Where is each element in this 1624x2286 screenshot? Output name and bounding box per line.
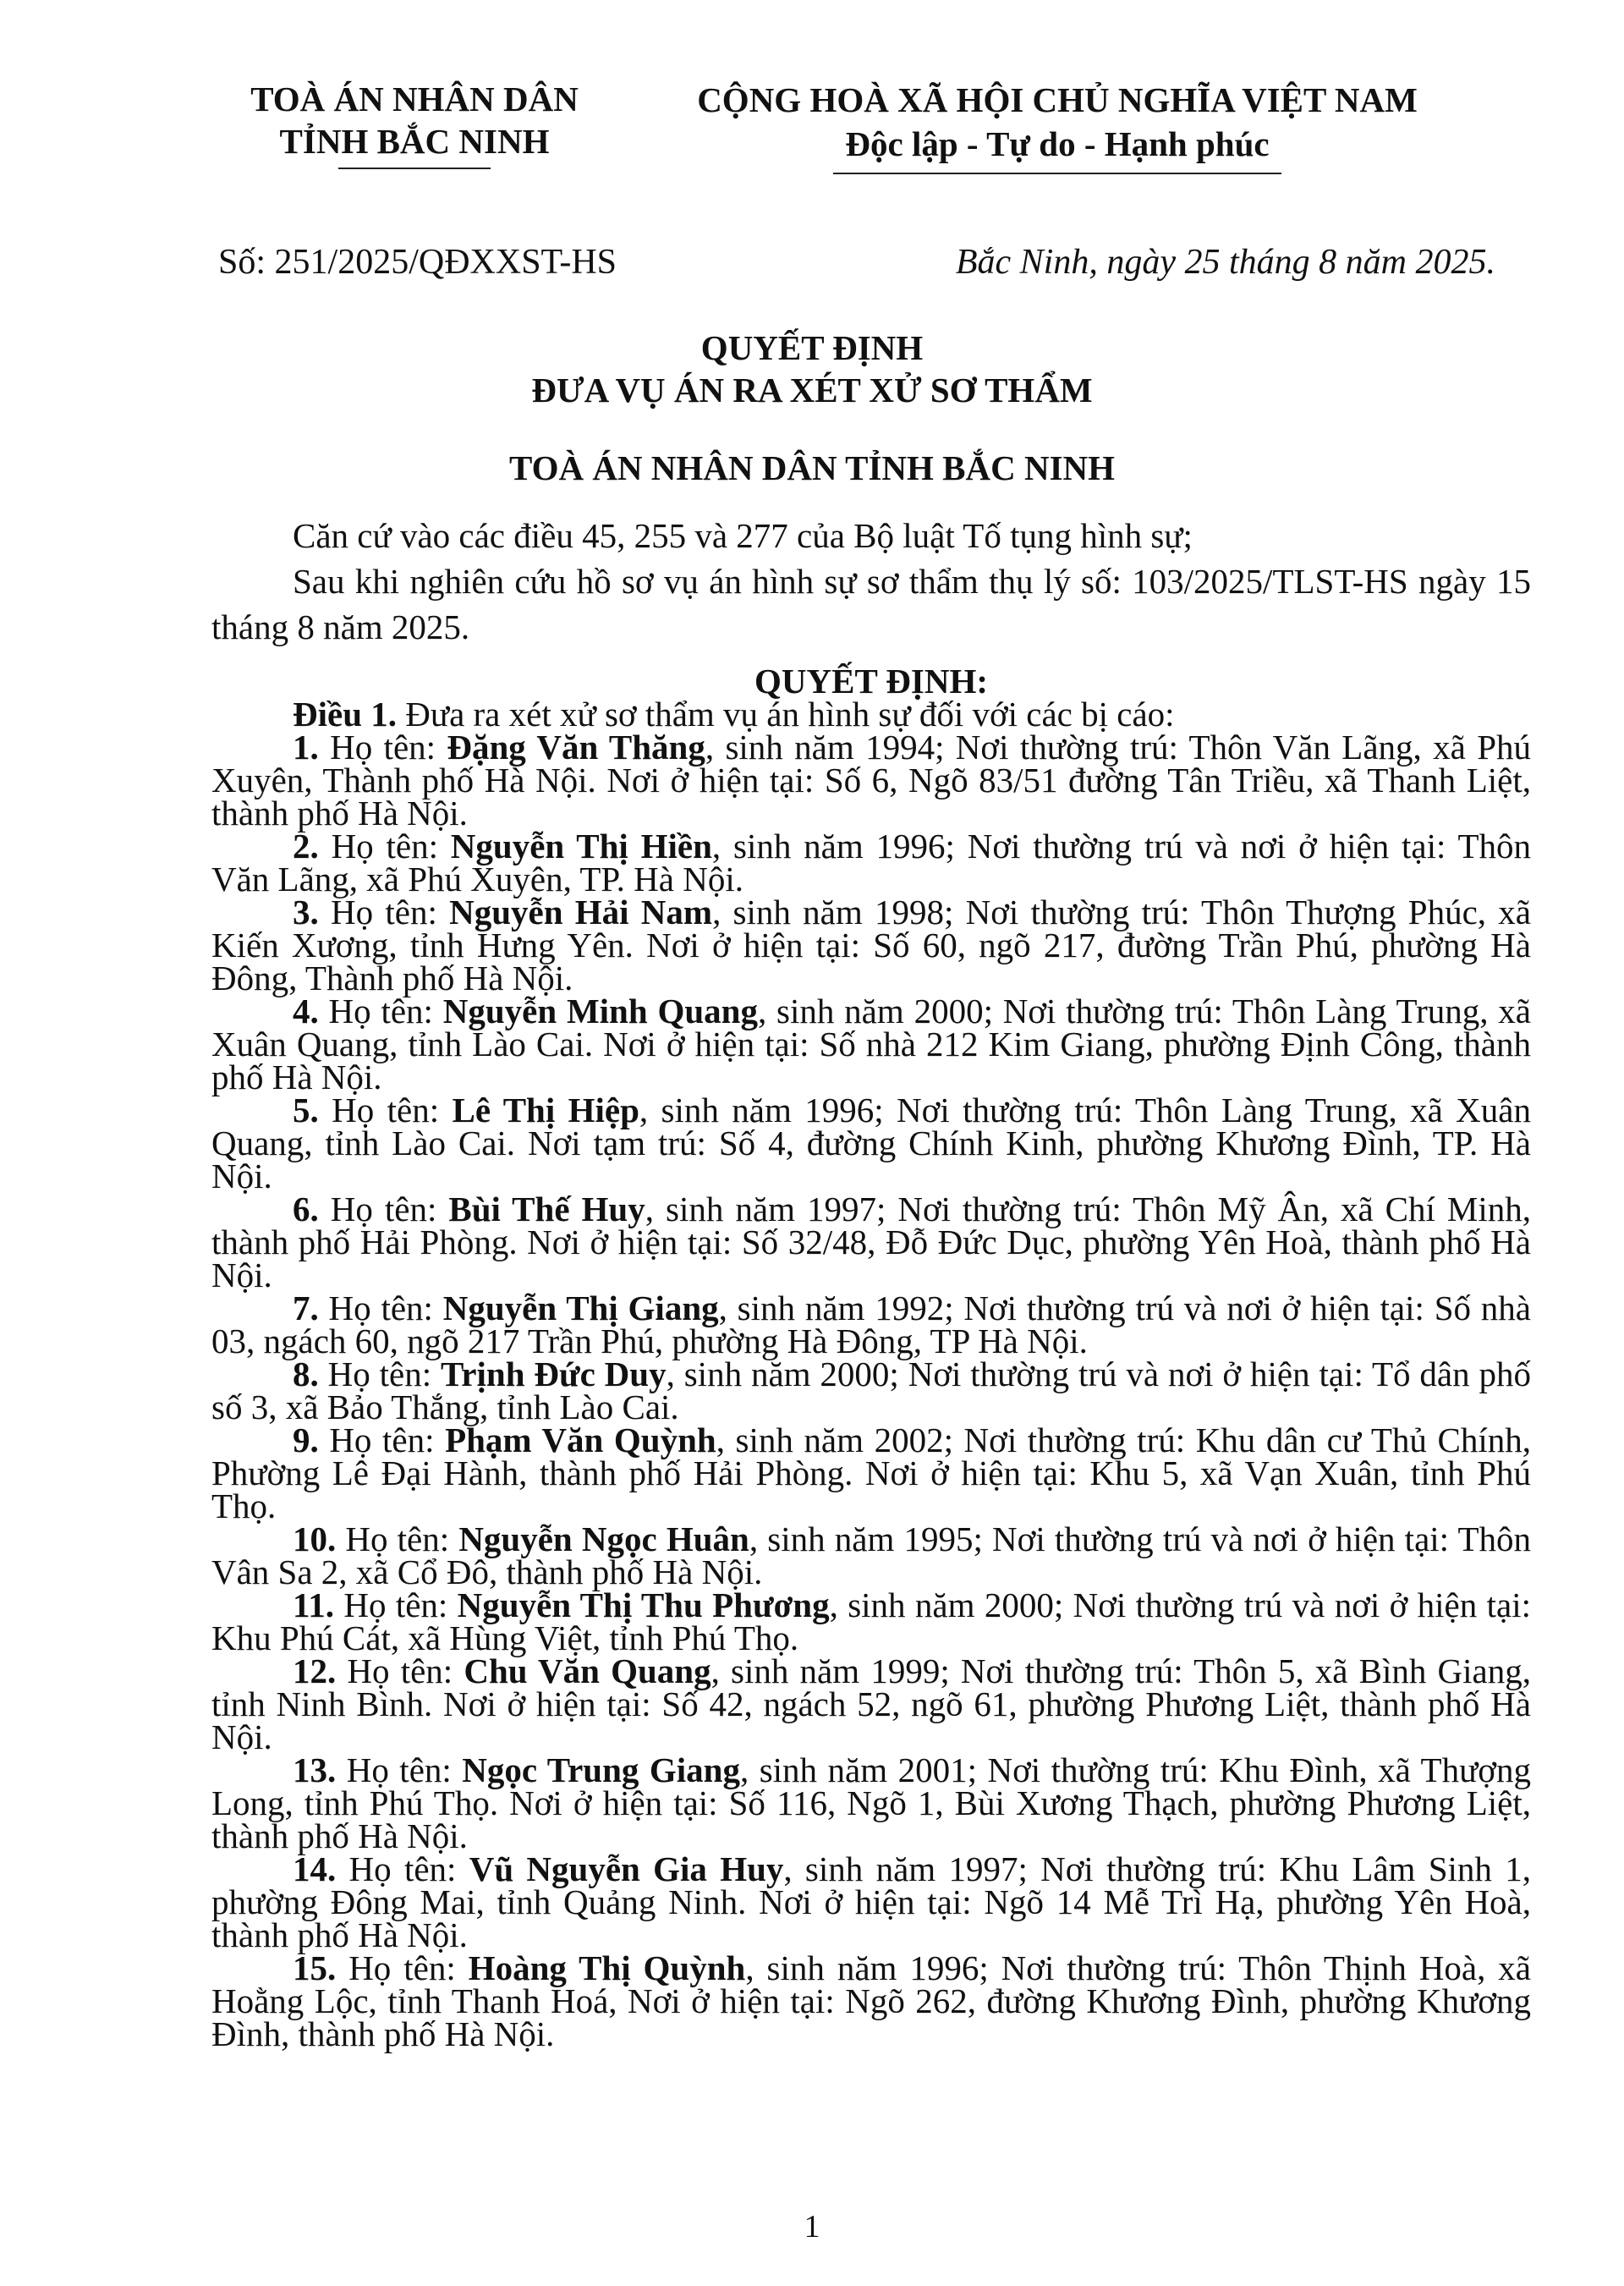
defendant-name: Đặng Văn Thăng [447,728,705,767]
defendant-entry [211,992,1531,1096]
defendant-number: 10. [293,1519,337,1558]
defendant-label: Họ tên: [334,1585,458,1624]
defendant-entry [211,1421,1531,1525]
defendant-name: Lê Thị Hiệp [452,1091,639,1129]
defendant-list [211,728,1532,2053]
article-1-text: Đưa ra xét xử sơ thẩm vụ án hình sự đối với các bị cáo: [397,695,1175,734]
defendant-entry [211,1519,1532,1591]
court-name-line2: TỈNH BẮC NINH [279,122,550,161]
defendant-details: , sinh năm 1996; Nơi thường trú: Thôn Làng Trung, xã Xuân Quang, tỉnh Lào Cai. Nơi tạm trú: Số 4, đường Chính Kinh, phường Khương Đình, TP. Hà Nội. [211,1091,1531,1195]
defendant-number: 12. [293,1651,337,1690]
defendant-entry [211,1948,1531,2053]
court-name-line1: TOÀ ÁN NHÂN DÂN [250,80,579,118]
defendant-details: , sinh năm 1992; Nơi thường trú và nơi ở hiện tại: Số nhà 03, ngách 60, ngõ 217 Trần Phú, phường Hà Đông, TP Hà Nội. [211,1289,1531,1360]
defendant-label: Họ tên: [318,827,451,865]
defendant-number: 8. [293,1355,319,1393]
defendant-details: , sinh năm 1995; Nơi thường trú và nơi ở hiện tại: Thôn Vân Sa 2, xã Cổ Đô, thành phố Hà Nội. [211,1519,1532,1591]
defendant-details: , sinh năm 1996; Nơi thường trú và nơi ở hiện tại: Thôn Văn Lãng, xã Phú Xuyên, TP. Hà Nội. [211,827,1532,898]
defendant-details: , sinh năm 2000; Nơi thường trú và nơi ở hiện tại: Tổ dân phố số 3, xã Bảo Thắng, tỉnh Lào Cai. [211,1355,1531,1426]
defendant-number: 14. [293,1849,337,1888]
document-subtitle: ĐƯA VỤ ÁN RA XÉT XỬ SƠ THẨM [531,371,1093,409]
defendant-label: Họ tên: [318,728,447,767]
defendant-number: 9. [293,1421,319,1459]
defendant-entry [211,827,1532,898]
defendant-details: , sinh năm 2002; Nơi thường trú: Khu dân cư Thủ Chính, Phường Lê Đại Hành, thành phố Hải Phòng. Nơi ở hiện tại: Khu 5, xã Vạn Xuân, tỉnh Phú Thọ. [211,1421,1531,1525]
defendant-number: 3. [293,893,319,931]
defendant-name: Nguyễn Minh Quang [442,992,758,1030]
document-titles [127,327,1497,489]
defendant-label: Họ tên: [318,1421,446,1459]
defendant-number: 2. [293,827,319,865]
country-name: CỘNG HOÀ XÃ HỘI CHỦ NGHĨA VIỆT NAM [697,80,1418,119]
defendant-number: 1. [293,728,319,767]
defendant-label: Họ tên: [336,1948,469,1987]
defendant-details: , sinh năm 1996; Nơi thường trú: Thôn Thịnh Hoà, xã Hoằng Lộc, tỉnh Thanh Hoá, Nơi ở hiện tại: Ngõ 262, đường Khương Đình, phường Khương Đình, thành phố Hà Nội. [211,1948,1531,2053]
defendant-label: Họ tên: [318,1190,449,1228]
article-1-label: Điều 1. [293,695,397,734]
defendant-name: Phạm Văn Quỳnh [445,1421,716,1459]
defendant-details: , sinh năm 1999; Nơi thường trú: Thôn 5, xã Bình Giang, tỉnh Ninh Bình. Nơi ở hiện tại: Số 42, ngách 52, ngõ 61, phường Phương Liệt, thành phố Hà Nội. [211,1651,1531,1756]
defendant-entry [211,1750,1531,1855]
defendant-name: Vũ Nguyễn Gia Huy [469,1849,784,1888]
defendant-name: Bùi Thế Huy [448,1190,645,1228]
defendant-entry [211,1091,1531,1195]
page-number: 1 [804,2209,820,2245]
legal-basis-2: Sau khi nghiên cứu hồ sơ vụ án hình sự sơ thẩm thụ lý số: 103/2025/TLST-HS ngày 15 tháng 8 năm 2025. [211,562,1531,646]
defendant-details: , sinh năm 1997; Nơi thường trú: Khu Lâm Sinh 1, phường Đông Mai, tỉnh Quảng Ninh. Nơi ở hiện tại: Ngõ 14 Mễ Trì Hạ, phường Yên Hoà, thành phố Hà Nội. [211,1849,1531,1954]
defendant-number: 13. [293,1750,337,1789]
defendant-details: , sinh năm 2001; Nơi thường trú: Khu Đình, xã Thượng Long, tỉnh Phú Thọ. Nơi ở hiện tại: Số 116, Ngõ 1, Bùi Xương Thạch, phường Phương Liệt, thành phố Hà Nội. [211,1750,1531,1855]
defendant-label: Họ tên: [336,1651,464,1690]
defendant-label: Họ tên: [336,1519,459,1558]
article-1 [211,695,1531,734]
defendant-details: , sinh năm 1997; Nơi thường trú: Thôn Mỹ Ân, xã Chí Minh, thành phố Hải Phòng. Nơi ở hiện tại: Số 32/48, Đỗ Đức Dục, phường Yên Hoà, thành phố Hà Nội. [211,1190,1532,1294]
document-date: Bắc Ninh, ngày 25 tháng 8 năm 2025. [955,243,1495,282]
defendant-name: Hoàng Thị Quỳnh [468,1948,746,1987]
defendant-name: Nguyễn Thị Thu Phương [457,1585,830,1624]
defendant-number: 11. [293,1585,334,1624]
legal-basis-1: Căn cứ vào các điều 45, 255 và 277 của Bộ luật Tố tụng hình sự; [293,516,1193,555]
defendant-entry [211,1355,1531,1426]
defendant-name: Trịnh Đức Duy [441,1355,667,1393]
defendant-entry [211,1585,1531,1657]
defendant-number: 4. [293,992,319,1030]
defendant-name: Nguyễn Hải Nam [449,893,713,931]
defendant-label: Họ tên: [318,992,443,1030]
defendant-name: Nguyễn Ngọc Huân [458,1519,749,1558]
defendant-entry [211,1651,1531,1756]
national-motto: Độc lập - Tự do - Hạnh phúc [845,124,1270,163]
defendant-name: Nguyễn Thị Giang [442,1289,719,1327]
document-title: QUYẾT ĐỊNH [700,328,924,367]
defendant-label: Họ tên: [318,1091,453,1129]
defendant-label: Họ tên: [318,893,450,931]
defendant-entry [211,1190,1532,1294]
defendant-number: 7. [293,1289,319,1327]
national-header [689,78,1425,174]
defendant-details: , sinh năm 1998; Nơi thường trú: Thôn Thượng Phúc, xã Kiến Xương, tỉnh Hưng Yên. Nơi ở hiện tại: Số 60, ngõ 217, đường Trần Phú, phường Hà Đông, Thành phố Hà Nội. [211,893,1531,997]
defendant-entry [211,1289,1531,1360]
defendant-details: , sinh năm 2000; Nơi thường trú và nơi ở hiện tại: Khu Phú Cát, xã Hùng Việt, tỉnh Phú Thọ. [211,1585,1531,1657]
defendant-entry [211,1849,1531,1954]
document-number: Số: 251/2025/QĐXXST-HS [218,243,617,282]
motto-underline [833,173,1281,174]
decision-heading: QUYẾT ĐỊNH: [754,662,989,701]
defendant-name: Chu Văn Quang [464,1651,711,1690]
defendant-entry [211,893,1531,997]
defendant-label: Họ tên: [336,1849,469,1888]
defendant-label: Họ tên: [336,1750,463,1789]
defendant-name: Ngọc Trung Giang [462,1750,740,1789]
defendant-number: 15. [293,1948,337,1987]
document-body [211,513,1531,2051]
defendant-entry [211,728,1531,833]
court-header [211,78,617,169]
defendant-name: Nguyễn Thị Hiền [450,827,712,865]
defendant-number: 5. [293,1091,319,1129]
defendant-details: , sinh năm 1994; Nơi thường trú: Thôn Văn Lãng, xã Phú Xuyên, Thành phố Hà Nội. Nơi ở hiện tại: Số 6, Ngõ 83/51 đường Tân Triều, xã Thanh Liệt, thành phố Hà Nội. [211,728,1531,833]
defendant-label: Họ tên: [318,1289,443,1327]
issuing-court-title: TOÀ ÁN NHÂN DÂN TỈNH BẮC NINH [508,448,1116,487]
defendant-details: , sinh năm 2000; Nơi thường trú: Thôn Làng Trung, xã Xuân Quang, tỉnh Lào Cai. Nơi ở hiện tại: Số nhà 212 Kim Giang, phường Định Công, thành phố Hà Nội. [211,992,1531,1096]
defendant-number: 6. [293,1190,319,1228]
defendant-label: Họ tên: [318,1355,441,1393]
court-underline [338,168,491,169]
